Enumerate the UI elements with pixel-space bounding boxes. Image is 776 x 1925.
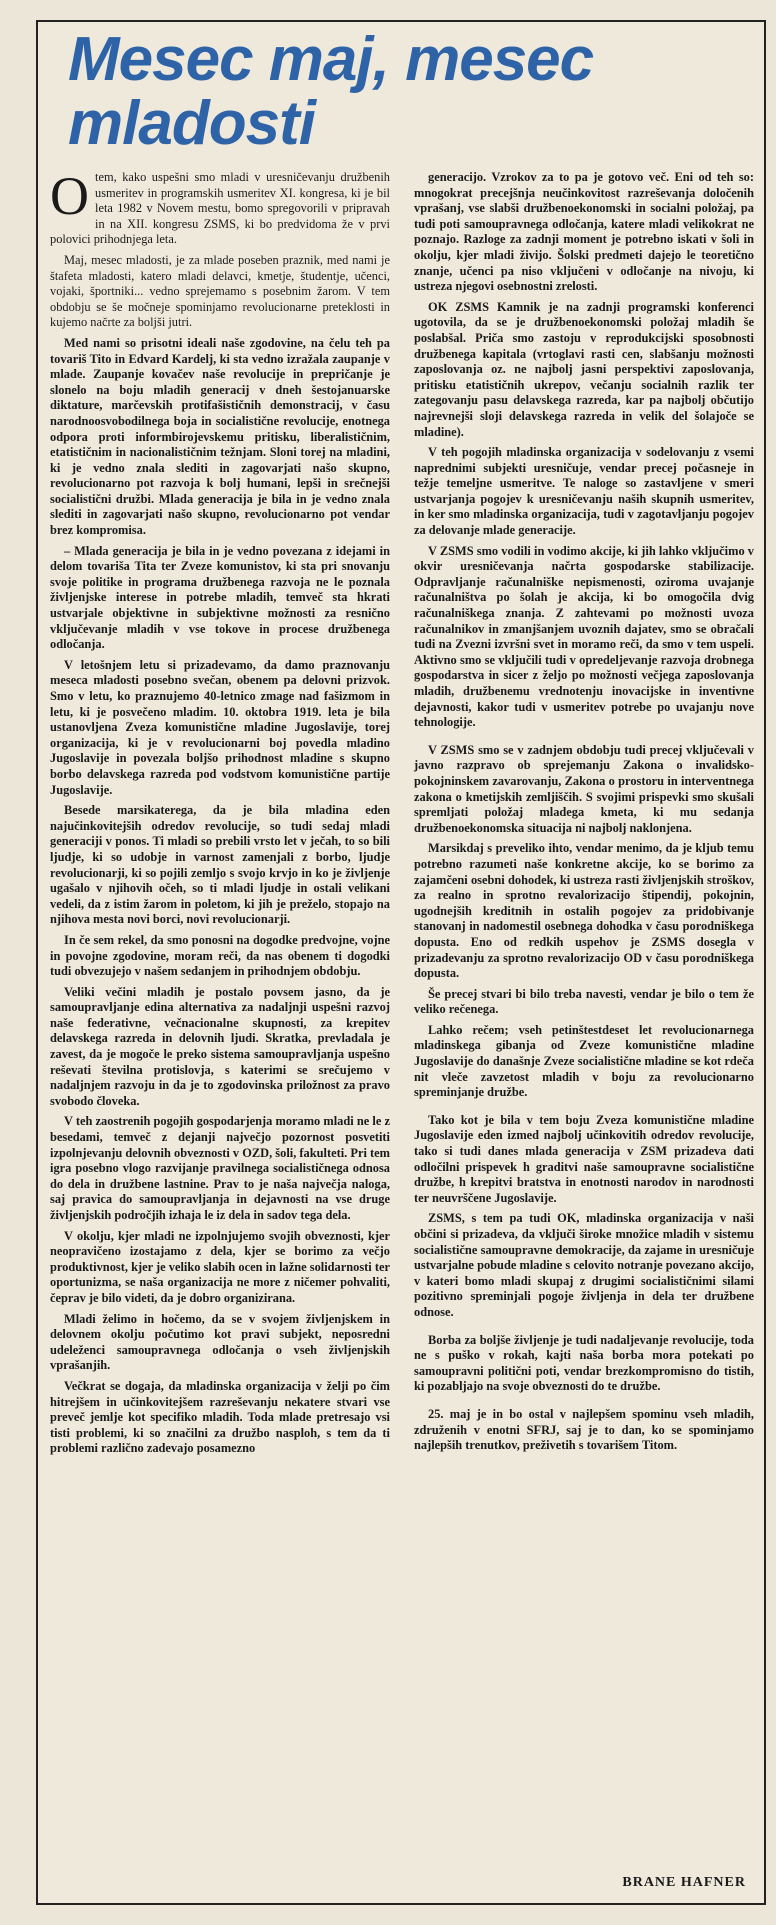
article-paragraph: V ZSMS smo vodili in vodimo akcije, ki jih lahko vključimo v okvir uresničevanja načrta gospodarske stabilizacije. Odpravljanje računalniške nepismenosti, oziroma uvajanje računalništva po šolah je akcija, ki bo omogočila dvig računalniškega znanja. Z zahtevami po možnosti uvoza računalnikov in zmanjšanjem uvoznih dajatev, smo se obračali tudi na Zvezni izvršni svet in moramo reči, da smo v tem uspeli. Aktivno smo se vključili tudi v opredeljevanje razvoja drobnega gospodarstva in sicer z željo po možnosti večjega zaposlovanja mladih, družbenemu vrednotenju inovacijske in inventivne dejavnosti, kakor tudi v usmeritev potrebe po uvajanju nove tehnologije. bbox=[414, 543, 754, 730]
article-paragraph: ZSMS, s tem pa tudi OK, mladinska organizacija v naši občini si prizadeva, da vključi široke množice mladih v sistemu socialistične samoupravne demokracije, da zajame in uresničuje ustvarjalne pobude mladine s celovito notranje povezano akcijo, v kateri bomo mladi skupaj z drugimi socialističnimi silami pozitivno spreminjali pogoje življenja in dela ter družbene odnose. bbox=[414, 1211, 754, 1319]
article-paragraph: Besede marsikaterega, da je bila mladina eden najučinkovitejših odredov revolucije, so tudi sedaj mladi generaciji v ponos. Ti mladi so prebili vrsto let v ječah, to so bili ljudje, ki so udobje in varnost zamenjali z borbo, ljudje revolucionarji, ki so pojili zemljo s svojo krvjo in ko je življenje ugašalo v njihovih očeh, so ti mladi ljudje in ostali velikani vedeli, da z istim žarom in poletom, ki jih je preželo, stopajo na njihova mesta novi borci, novi revolucionarji. bbox=[50, 803, 390, 927]
article-paragraph: V teh zaostrenih pogojih gospodarjenja moramo mladi ne le z besedami, temveč z dejanji največjo pozornost posvetiti izpolnjevanju delovnih obveznosti v OZD, šoli, fakulteti. Pri tem igra posebno vlogo razvijanje pravilnega socialističnega odnosa do dela in družbene lastnine. Prav to je naša največja naloga, saj pravica do samoupravljanja in dejavnosti na vse druge življenjskih področjih izhaja le iz dela in sadov tega dela. bbox=[50, 1114, 390, 1222]
article-frame bbox=[36, 20, 766, 1905]
article-author: BRANE HAFNER bbox=[622, 1875, 746, 1890]
article-paragraph: Še precej stvari bi bilo treba navesti, vendar je bilo o tem že veliko rečenega. bbox=[414, 986, 754, 1017]
article-paragraph: Lahko rečem; vseh petinštestdeset let revolucionarnega mladinskega gibanja od Zveze komunistične mladine Jugoslavije do današnje Zveze socialistične mladine se kot rdeča nit vleče zavzetost mladih v boju za revolucionarno spreminjanje družbe. bbox=[414, 1022, 754, 1100]
article-column-right bbox=[414, 170, 754, 1459]
article-paragraph: 25. maj je in bo ostal v najlepšem spominu vseh mladih, združenih v enotni SFRJ, saj je to dan, ko se spominjamo najlepših trenutkov, preživetih s tovarišem Titom. bbox=[414, 1406, 754, 1453]
article-paragraph: Veliki večini mladih je postalo povsem jasno, da je samoupravljanje edina alternativa za nadaljnji uspešni razvoj naše federativne, večnacionalne skupnosti, za krepitev delavskega razreda in delovnih ljudi. Skratka, prevladala je zavest, da je mogoče le preko sistema samoupravljanja uspešno reševati številna protislovja, s katerimi se srečujemo v nadaljnjem razvoju in da je to zgodovinska priložnost za pravo svobodo človeka. bbox=[50, 984, 390, 1108]
article-paragraph: V okolju, kjer mladi ne izpolnjujemo svojih obveznosti, kjer neopravičeno izostajamo z dela, kjer se borimo za večjo produktivnost, kjer je veliko slabih ocen in lažne solidarnosti ter oportunizma, se naša organizacija ne more z ničemer pohvaliti, čeprav je bilo videti, da je dobro organizirana. bbox=[50, 1228, 390, 1305]
article-paragraph: In če sem rekel, da smo ponosni na dogodke predvojne, vojne in povojne zgodovine, moram reči, da nas obenem ti dogodki tudi obvezujejo v našem sedanjem in prihodnjem obdobju. bbox=[50, 932, 390, 979]
article-paragraph: V letošnjem letu si prizadevamo, da damo praznovanju meseca mladosti posebno svečan, obenem pa delovni prizvok. Smo v letu, ko praznujemo 40-letnico zmage nad fašizmom in letu, ki je posvečeno mladim. 10. oktobra 1919. leta je bila ustanovljena Zveza komunistične mladine Jugoslavije, torej organizacija, ki je v revolucionarni boj povedla mladino Jugoslavije in povezala boljšo prihodnost mladine s skupno borbo delavskega razreda pod vodstvom komunistične partije Jugoslavije. bbox=[50, 657, 390, 797]
article-paragraph: V ZSMS smo se v zadnjem obdobju tudi precej vključevali v javno razpravo ob sprejemanju Zakona o invalidsko-pokojninskem zavarovanju, Zakona o prostoru in interventnega zakona o kmetijskih zemljiščih. S svojimi prispevki smo skušali spremljati položaj mladega kmeta, ki mu sedanja družbenoekonomska situacija ni najbolj naklonjena. bbox=[414, 742, 754, 835]
article-paragraph: generacijo. Vzrokov za to pa je gotovo več. Eni od teh so: mnogokrat precejšnja neučinkovitost razreševanja določenih vprašanj, vse slabši družbenoekonomski in socialni položaj, pa tudi poti samoupravnega odločanja, katere mladi velikokrat ne poznajo. Razloge za zadnji moment je potrebno iskati v šoli in okolju, kjer mladi živijo. Šolski predmeti dajejo le teoretično znanje, učenci pa niso vključeni v odločanje na nivoju, ki ustreza njegovi osebnostni zrelosti. bbox=[414, 170, 754, 294]
article-paragraph: – Mlada generacija je bila in je vedno povezana z idejami in delom tovariša Tita ter Zveze komunistov, ki sta pri snovanju svoje politike in programa družbenega razvoja ne le poznala življenjske interese in potrebe mladih, temveč sta hkrati ustvarjale objektivne in subjektivne možnosti za resnično vključevanje mladih v vse tokove in procese družbenega odločanja. bbox=[50, 543, 390, 652]
article-paragraph: Mladi želimo in hočemo, da se v svojem življenjskem in delovnem okolju počutimo kot pravi subjekt, neposredni udeleženci samoupravnega odločanja o vseh življenjskih vprašanjih. bbox=[50, 1311, 390, 1373]
article-paragraph: Tako kot je bila v tem boju Zveza komunistične mladine Jugoslavije eden izmed najbolj učinkovitih odredov revolucije, tako si tudi danes mlada generacija v ZSM prizadeva dati odločilni prispevek h graditvi naše samoupravne socialistične družbe, h krepitvi bratstva in enotnosti narodov in narodnosti ter neuvrščene Jugoslavije. bbox=[414, 1112, 754, 1205]
article-paragraph: Otem, kako uspešni smo mladi v uresničevanju družbenih usmeritev in programskih usmeritev XI. kongresa, ki je bil leta 1982 v Novem mestu, bomo spregovorili v pripravah in na XII. kongresu ZSMS, ki bo predvidoma že v prvi polovici prihodnjega leta. bbox=[50, 166, 390, 247]
article-paragraph: Borba za boljše življenje je tudi nadaljevanje revolucije, toda ne s puško v rokah, kajti naša borba mora potekati po samoupravni politični poti, vendar brezkompromisno do tistih, ki pozabljajo na svoje obveznosti do te družbe. bbox=[414, 1332, 754, 1394]
article-title: Mesec maj, mesec mladosti bbox=[68, 25, 594, 158]
article-paragraph: Večkrat se dogaja, da mladinska organizacija v želji po čim hitrejšem in učinkovitejšem razreševanju nekatere stvari vse preveč jemlje kot specifiko mladih. Toda mlade pretresajo vsi tisti problemi, ki so značilni za družbo nasploh, s tem da ti problemi različno zadevajo posamezno bbox=[50, 1378, 390, 1456]
article-paragraph: OK ZSMS Kamnik je na zadnji programski konferenci ugotovila, da se je družbenoekonomski položaj mladih še poslabšal. Priča smo zastoju v reprodukcijski sposobnosti družbenega kapitala (vrtoglavi rasti cen, slabšanju možnosti zaposlovanja oz. ne najbolj jasni perspektivi zaposlovanja, pritisku etatističnih ukrepov, večanju socialnih razlik ter zategovanju pasu delavskega razreda, kar pa najbolj občutijo najrevnejši sloji delavskega razreda in velik del šolajoče se mladine). bbox=[414, 299, 754, 439]
article-column-left bbox=[50, 166, 390, 1462]
article-paragraph: V teh pogojih mladinska organizacija v sodelovanju z vsemi naprednimi subjekti uresničuje, vendar precej počasneje in težje temeljne usmeritve. Te naloge so zastavljene v smeri ustvarjanja pogojev k uresničevanju naših skupnih usmeritev, in ker smo mladinska organizacija, tudi v zagotavljanju pogojev za delovanje mlade generacije. bbox=[414, 445, 754, 538]
article-paragraph: Med nami so prisotni ideali naše zgodovine, na čelu teh pa tovariš Tito in Edvard Kardelj, ki sta vedno izražala zaupanje v mlade. Zaupanje kovačev naše revolucije in prepričanje je slonelo na boju mladih generacij v dneh šestojanuarske diktature, marčevskih protifašističnih demonstracij, v času narodnoosvobodilnega boja in socialistične revolucije, enotnega odpora proti informbirojevskemu pritisku, liberalističnim, etatističnim in nacionalističnim težnjam. Sloni torej na mladini, ki je vedno znala slediti in zagovarjati našo skupno, revolucionarno pot razvoja k bolj humani, lepši in srečnejši socialistični družbi. Mlada generacija je bila in je vedno znala slediti in zagovarjati našo skupno, revolucionarno pot vendar brez kompromisa. bbox=[50, 335, 390, 538]
article-paragraph: Maj, mesec mladosti, je za mlade poseben praznik, med nami je štafeta mladosti, katero mladi delavci, kmetje, študentje, učenci, vojaki, športniki... vedno sprejemamo s posebnim žarom. V tem obdobju se še močneje spominjamo revolucionarne preteklosti in kujemo načrte za boljši jutri. bbox=[50, 252, 390, 330]
article-paragraph: Marsikdaj s preveliko ihto, vendar menimo, da je kljub temu potrebno razumeti naše konkretne akcije, ko se borimo za zajamčeni osebni dohodek, ki ustreza rasti življenjskih stroškov, za realno in sprotno revalorizacijo štipendij, pokojnin, ugodnejših kreditnih in ostalih pogojev za pridobivanje stanovanj in nadomestil osebnega dohodka v času porodniškega dopusta. Eno od redkih uspehov je ZSMS dosegla v prizadevanju za sprotno revalorizacijo OD v času porodniškega dopusta. bbox=[414, 841, 754, 981]
